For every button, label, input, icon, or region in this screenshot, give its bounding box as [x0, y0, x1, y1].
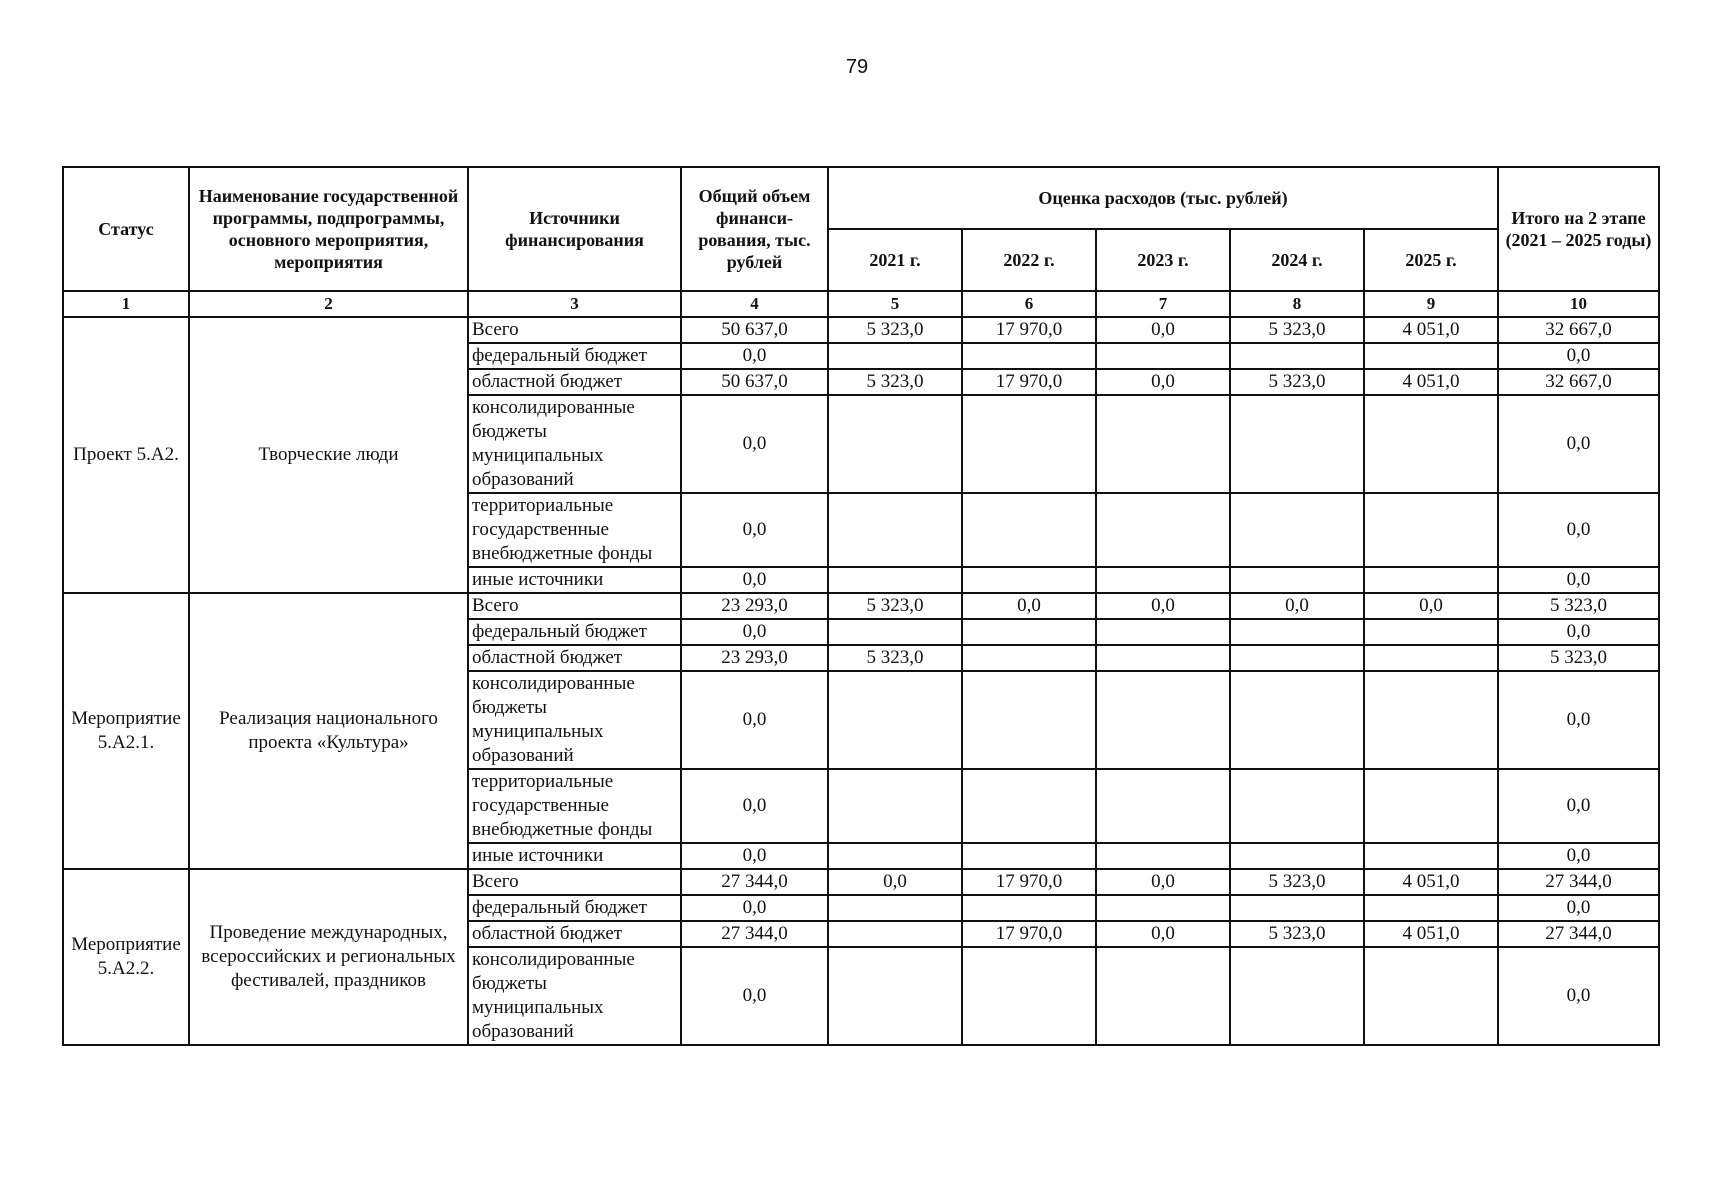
- column-number: 1: [63, 291, 189, 317]
- year-2023-cell: [1096, 343, 1230, 369]
- year-2021-cell: [828, 921, 962, 947]
- year-2023-cell: 0,0: [1096, 593, 1230, 619]
- year-2025-cell: 4 051,0: [1364, 869, 1498, 895]
- year-2023-cell: [1096, 493, 1230, 567]
- year-2022-cell: 17 970,0: [962, 317, 1096, 343]
- year-2024-cell: [1230, 619, 1364, 645]
- total-volume-cell: 23 293,0: [681, 593, 828, 619]
- year-2024-cell: [1230, 567, 1364, 593]
- year-2024-cell: 5 323,0: [1230, 921, 1364, 947]
- column-number: 5: [828, 291, 962, 317]
- stage-total-cell: 0,0: [1498, 343, 1659, 369]
- year-2022-cell: [962, 619, 1096, 645]
- total-volume-cell: 0,0: [681, 567, 828, 593]
- year-2022-cell: 17 970,0: [962, 921, 1096, 947]
- year-2023-cell: [1096, 395, 1230, 493]
- header-year-2024: 2024 г.: [1230, 229, 1364, 291]
- stage-total-cell: 5 323,0: [1498, 645, 1659, 671]
- year-2021-cell: 5 323,0: [828, 369, 962, 395]
- funding-source-cell: Всего: [468, 593, 681, 619]
- funding-source-cell: иные источники: [468, 843, 681, 869]
- stage-total-cell: 32 667,0: [1498, 317, 1659, 343]
- year-2021-cell: [828, 947, 962, 1045]
- year-2022-cell: [962, 947, 1096, 1045]
- year-2024-cell: [1230, 343, 1364, 369]
- stage-total-cell: 27 344,0: [1498, 869, 1659, 895]
- header-stage-total: Итого на 2 этапе (2021 – 2025 годы): [1498, 167, 1659, 291]
- table-body: [63, 317, 1659, 1045]
- year-2023-cell: [1096, 769, 1230, 843]
- year-2021-cell: 0,0: [828, 869, 962, 895]
- total-volume-cell: 0,0: [681, 843, 828, 869]
- stage-total-cell: 0,0: [1498, 671, 1659, 769]
- stage-total-cell: 0,0: [1498, 619, 1659, 645]
- funding-source-cell: консолидированные бюджеты муниципальных образований: [468, 947, 681, 1045]
- year-2021-cell: [828, 567, 962, 593]
- year-2025-cell: 0,0: [1364, 593, 1498, 619]
- year-2024-cell: [1230, 769, 1364, 843]
- total-volume-cell: 27 344,0: [681, 869, 828, 895]
- year-2024-cell: 5 323,0: [1230, 317, 1364, 343]
- header-status: Статус: [63, 167, 189, 291]
- total-volume-cell: 23 293,0: [681, 645, 828, 671]
- year-2021-cell: [828, 843, 962, 869]
- year-2025-cell: [1364, 895, 1498, 921]
- year-2022-cell: 17 970,0: [962, 869, 1096, 895]
- year-2024-cell: [1230, 645, 1364, 671]
- year-2024-cell: [1230, 843, 1364, 869]
- header-year-2022: 2022 г.: [962, 229, 1096, 291]
- stage-total-cell: 0,0: [1498, 567, 1659, 593]
- year-2022-cell: [962, 493, 1096, 567]
- year-2021-cell: 5 323,0: [828, 317, 962, 343]
- year-2024-cell: [1230, 395, 1364, 493]
- program-name-cell: Реализация национального проекта «Культура»: [189, 593, 468, 869]
- year-2023-cell: [1096, 567, 1230, 593]
- funding-source-cell: Всего: [468, 869, 681, 895]
- total-volume-cell: 0,0: [681, 671, 828, 769]
- year-2025-cell: 4 051,0: [1364, 317, 1498, 343]
- funding-source-cell: областной бюджет: [468, 369, 681, 395]
- header-year-2021: 2021 г.: [828, 229, 962, 291]
- total-volume-cell: 0,0: [681, 895, 828, 921]
- total-volume-cell: 0,0: [681, 947, 828, 1045]
- year-2022-cell: [962, 395, 1096, 493]
- stage-total-cell: 0,0: [1498, 843, 1659, 869]
- year-2024-cell: 5 323,0: [1230, 369, 1364, 395]
- year-2021-cell: [828, 493, 962, 567]
- year-2025-cell: [1364, 671, 1498, 769]
- funding-source-cell: территориальные государственные внебюджетные фонды: [468, 493, 681, 567]
- year-2023-cell: [1096, 947, 1230, 1045]
- stage-total-cell: 0,0: [1498, 493, 1659, 567]
- funding-source-cell: федеральный бюджет: [468, 343, 681, 369]
- year-2021-cell: [828, 671, 962, 769]
- table-row: [63, 593, 1659, 619]
- year-2025-cell: [1364, 619, 1498, 645]
- header-estimate: Оценка расходов (тыс. рублей): [828, 167, 1498, 229]
- year-2025-cell: [1364, 493, 1498, 567]
- year-2022-cell: [962, 645, 1096, 671]
- budget-table: [62, 166, 1660, 1046]
- header-year-2025: 2025 г.: [1364, 229, 1498, 291]
- year-2025-cell: [1364, 645, 1498, 671]
- total-volume-cell: 0,0: [681, 619, 828, 645]
- status-cell: Проект 5.А2.: [63, 317, 189, 593]
- year-2025-cell: [1364, 947, 1498, 1045]
- funding-source-cell: консолидированные бюджеты муниципальных образований: [468, 671, 681, 769]
- year-2021-cell: [828, 769, 962, 843]
- year-2025-cell: [1364, 343, 1498, 369]
- column-number: 2: [189, 291, 468, 317]
- total-volume-cell: 50 637,0: [681, 317, 828, 343]
- stage-total-cell: 0,0: [1498, 895, 1659, 921]
- year-2023-cell: 0,0: [1096, 869, 1230, 895]
- funding-source-cell: иные источники: [468, 567, 681, 593]
- total-volume-cell: 0,0: [681, 395, 828, 493]
- year-2022-cell: [962, 567, 1096, 593]
- year-2022-cell: [962, 843, 1096, 869]
- year-2024-cell: 0,0: [1230, 593, 1364, 619]
- year-2022-cell: [962, 671, 1096, 769]
- column-number: 9: [1364, 291, 1498, 317]
- funding-source-cell: областной бюджет: [468, 921, 681, 947]
- column-number: 4: [681, 291, 828, 317]
- year-2025-cell: [1364, 843, 1498, 869]
- column-number: 6: [962, 291, 1096, 317]
- year-2022-cell: [962, 343, 1096, 369]
- table-row: [63, 869, 1659, 895]
- total-volume-cell: 0,0: [681, 343, 828, 369]
- year-2025-cell: 4 051,0: [1364, 921, 1498, 947]
- year-2021-cell: 5 323,0: [828, 593, 962, 619]
- year-2025-cell: [1364, 395, 1498, 493]
- column-number: 3: [468, 291, 681, 317]
- funding-source-cell: федеральный бюджет: [468, 619, 681, 645]
- year-2021-cell: [828, 395, 962, 493]
- funding-source-cell: федеральный бюджет: [468, 895, 681, 921]
- total-volume-cell: 27 344,0: [681, 921, 828, 947]
- year-2022-cell: [962, 895, 1096, 921]
- year-2023-cell: 0,0: [1096, 369, 1230, 395]
- stage-total-cell: 27 344,0: [1498, 921, 1659, 947]
- year-2021-cell: [828, 895, 962, 921]
- year-2024-cell: [1230, 671, 1364, 769]
- year-2021-cell: 5 323,0: [828, 645, 962, 671]
- total-volume-cell: 0,0: [681, 769, 828, 843]
- program-name-cell: Проведение международных, всероссийских и региональных фестивалей, праздников: [189, 869, 468, 1045]
- year-2025-cell: [1364, 769, 1498, 843]
- year-2022-cell: 0,0: [962, 593, 1096, 619]
- header-year-2023: 2023 г.: [1096, 229, 1230, 291]
- column-number: 7: [1096, 291, 1230, 317]
- year-2023-cell: 0,0: [1096, 921, 1230, 947]
- year-2023-cell: [1096, 843, 1230, 869]
- year-2024-cell: 5 323,0: [1230, 869, 1364, 895]
- page-number: 79: [845, 56, 869, 78]
- year-2024-cell: [1230, 895, 1364, 921]
- stage-total-cell: 0,0: [1498, 769, 1659, 843]
- year-2023-cell: 0,0: [1096, 317, 1230, 343]
- column-numbers-row: [63, 291, 1659, 317]
- year-2023-cell: [1096, 619, 1230, 645]
- stage-total-cell: 32 667,0: [1498, 369, 1659, 395]
- year-2021-cell: [828, 619, 962, 645]
- year-2022-cell: [962, 769, 1096, 843]
- year-2024-cell: [1230, 947, 1364, 1045]
- year-2023-cell: [1096, 671, 1230, 769]
- year-2021-cell: [828, 343, 962, 369]
- year-2023-cell: [1096, 645, 1230, 671]
- year-2025-cell: [1364, 567, 1498, 593]
- stage-total-cell: 5 323,0: [1498, 593, 1659, 619]
- column-number: 10: [1498, 291, 1659, 317]
- header-name: Наименование государственной программы, подпрограммы, основного мероприятия, мероприятия: [189, 167, 468, 291]
- funding-source-cell: консолидированные бюджеты муниципальных образований: [468, 395, 681, 493]
- funding-source-cell: областной бюджет: [468, 645, 681, 671]
- funding-source-cell: территориальные государственные внебюджетные фонды: [468, 769, 681, 843]
- header-sources: Источники финансирования: [468, 167, 681, 291]
- status-cell: Мероприятие 5.А2.2.: [63, 869, 189, 1045]
- total-volume-cell: 50 637,0: [681, 369, 828, 395]
- funding-source-cell: Всего: [468, 317, 681, 343]
- year-2022-cell: 17 970,0: [962, 369, 1096, 395]
- stage-total-cell: 0,0: [1498, 947, 1659, 1045]
- program-name-cell: Творческие люди: [189, 317, 468, 593]
- status-cell: Мероприятие 5.А2.1.: [63, 593, 189, 869]
- stage-total-cell: 0,0: [1498, 395, 1659, 493]
- column-number: 8: [1230, 291, 1364, 317]
- header-total-volume: Общий объем финанси-рования, тыс. рублей: [681, 167, 828, 291]
- table-row: [63, 317, 1659, 343]
- year-2023-cell: [1096, 895, 1230, 921]
- total-volume-cell: 0,0: [681, 493, 828, 567]
- year-2024-cell: [1230, 493, 1364, 567]
- year-2025-cell: 4 051,0: [1364, 369, 1498, 395]
